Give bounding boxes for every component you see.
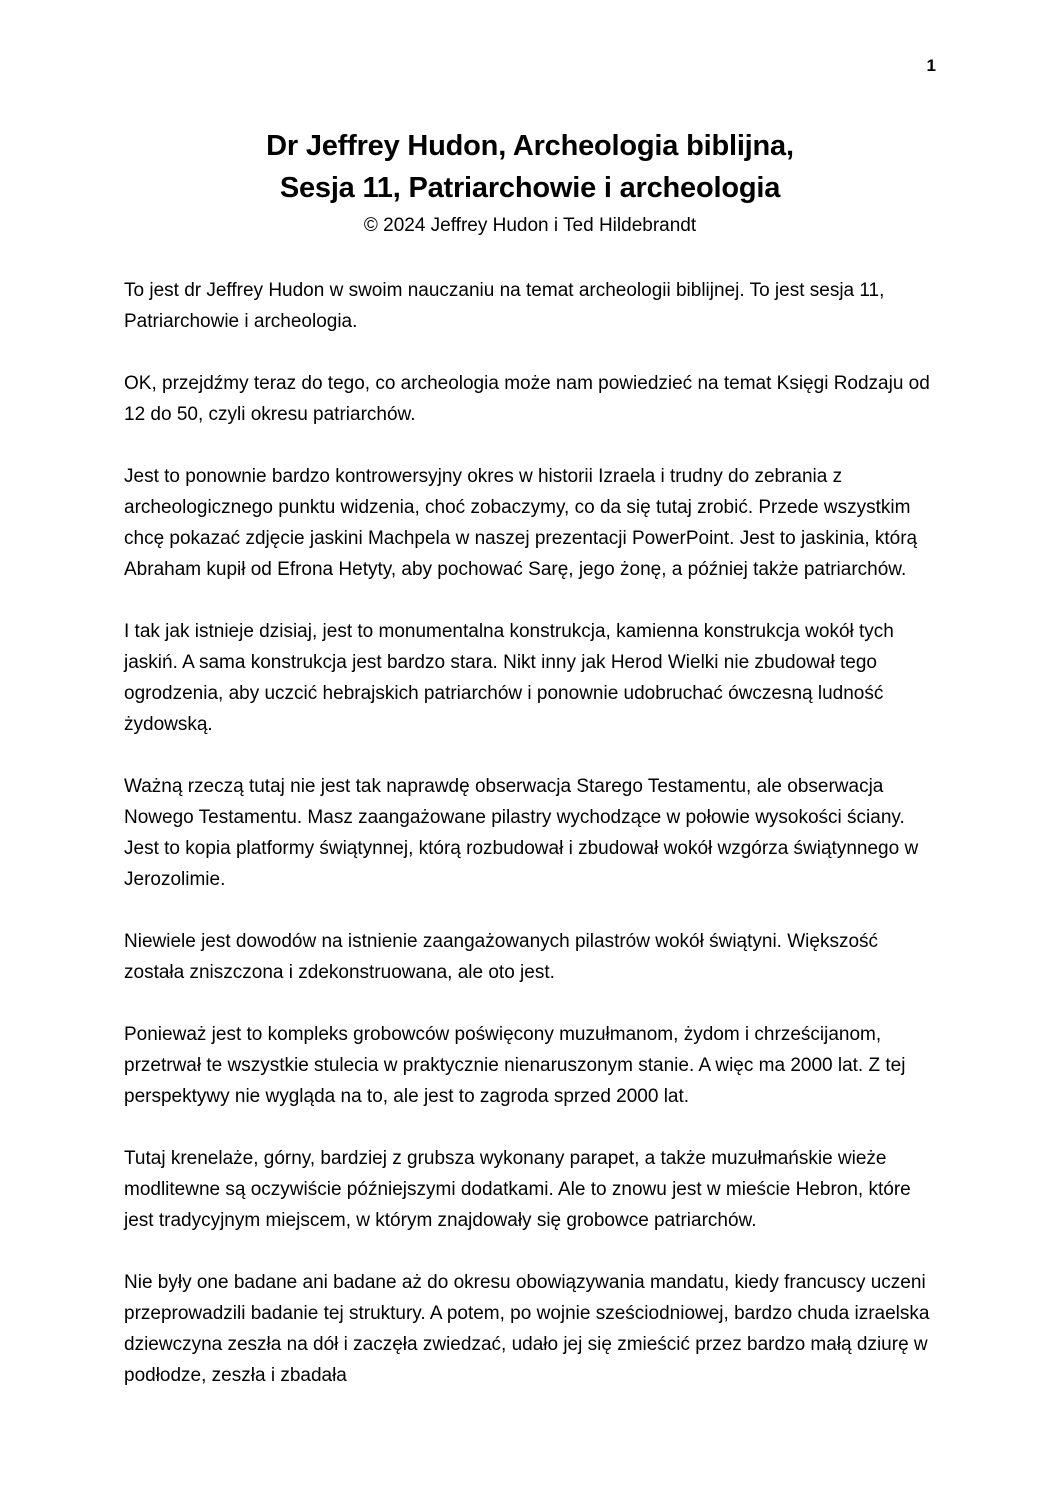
title-line-2: Sesja 11, Patriarchowie i archeologia	[279, 172, 781, 204]
document-title	[124, 125, 936, 240]
paragraphs	[124, 275, 936, 1391]
title-line-1: Dr Jeffrey Hudon, Archeologia biblijna,	[266, 130, 794, 162]
paragraph: To jest dr Jeffrey Hudon w swoim nauczaniu na temat archeologii biblijnej. To jest sesja 11, Patriarchowie i archeologia.	[124, 280, 885, 332]
paragraph: Jest to ponownie bardzo kontrowersyjny okres w historii Izraela i trudny do zebrania z archeologicznego punktu widzenia, choć zobaczymy, co da się tutaj zrobić. Przede wszystkim chcę pokazać zdjęcie jaskini Machpela w naszej prezentacji PowerPoint. Jest to jaskinia, którą Abraham kupił od Efrona Hetyty, aby pochować Sarę, jego żonę, a później także patriarchów.	[124, 466, 918, 580]
paragraph: Nie były one badane ani badane aż do okresu obowiązywania mandatu, kiedy francuscy uczeni przeprowadzili badanie tej struktury. A potem, po wojnie sześciodniowej, bardzo chuda izraelska dziewczyna zeszła na dół i zaczęła zwiedzać, udało jej się zmieścić przez bardzo małą dziurę w podłodze, zeszła i zbadała	[124, 1272, 930, 1386]
page-number: 1	[926, 56, 936, 75]
paragraph: I tak jak istnieje dzisiaj, jest to monumentalna konstrukcja, kamienna konstrukcja wokół tych jaskiń. A sama konstrukcja jest bardzo stara. Nikt inny jak Herod Wielki nie zbudował tego ogrodzenia, aby uczcić hebrajskich patriarchów i ponownie udobruchać ówczesną ludność żydowską.	[124, 621, 894, 735]
copyright-byline: © 2024 Jeffrey Hudon i Ted Hildebrandt	[363, 215, 697, 236]
paragraph: Ponieważ jest to kompleks grobowców poświęcony muzułmanom, żydom i chrześcijanom, przetrwał te wszystkie stulecia w praktycznie nienaruszonym stanie. A więc ma 2000 lat. Z tej perspektywy nie wygląda na to, ale jest to zagroda sprzed 2000 lat.	[124, 1024, 906, 1107]
paragraph: Niewiele jest dowodów na istnienie zaangażowanych pilastrów wokół świątyni. Większość została zniszczona i zdekonstruowana, ale oto jest.	[124, 931, 879, 983]
paragraph: Tutaj krenelaże, górny, bardziej z grubsza wykonany parapet, a także muzułmańskie wieże modlitewne są oczywiście późniejszymi dodatkami. Ale to znowu jest w mieście Hebron, które jest tradycyjnym miejscem, w którym znajdowały się grobowce patriarchów.	[124, 1148, 911, 1231]
paragraph: OK, przejdźmy teraz do tego, co archeologia może nam powiedzieć na temat Księgi Rodzaju od 12 do 50, czyli okresu patriarchów.	[124, 373, 930, 425]
paragraph: Ważną rzeczą tutaj nie jest tak naprawdę obserwacja Starego Testamentu, ale obserwacja Nowego Testamentu. Masz zaangażowane pilastry wychodzące w połowie wysokości ściany. Jest to kopia platformy świątynnej, którą rozbudował i zbudował wokół wzgórza świątynnego w Jerozolimie.	[124, 776, 919, 890]
